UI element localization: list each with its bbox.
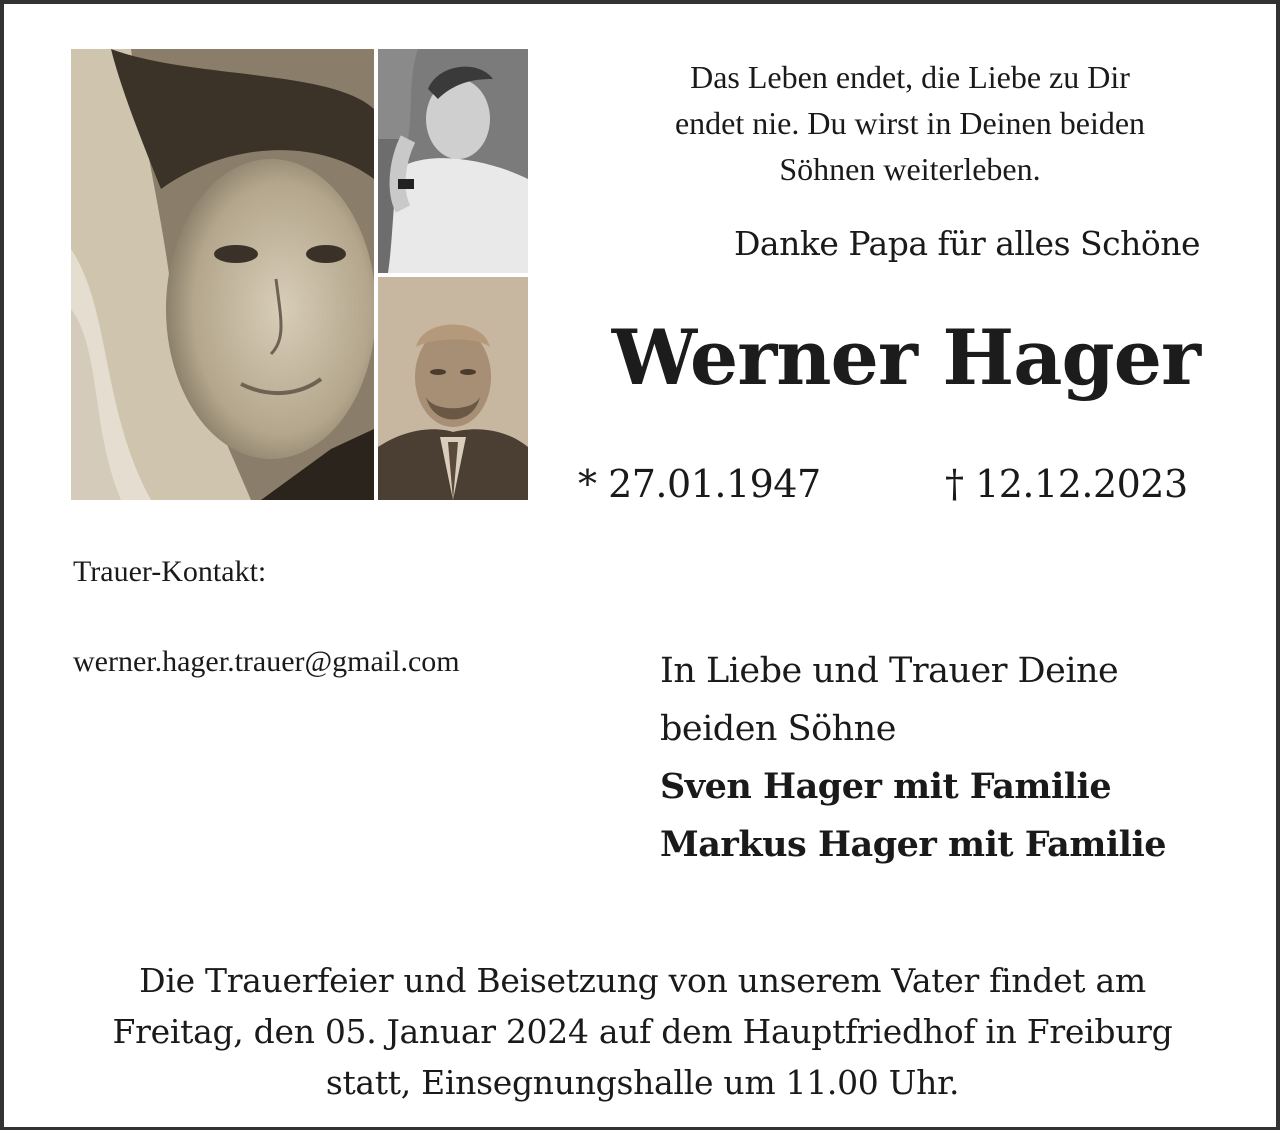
portrait-black-white-photo	[378, 49, 528, 273]
mourner-name: Sven Hager mit Familie	[660, 766, 1112, 807]
contact-label: Trauer-Kontakt:	[73, 555, 267, 588]
deceased-name: Werner Hager	[611, 313, 1200, 402]
quote-line: Das Leben endet, die Liebe zu Dir	[690, 59, 1130, 95]
funeral-line: Die Trauerfeier und Beisetzung von unserem Vater findet am	[139, 961, 1146, 1000]
funeral-notice	[60, 955, 1225, 1108]
quote-line: Söhnen weiterleben.	[779, 151, 1041, 187]
thanks-line: Danke Papa für alles Schöne	[733, 224, 1200, 263]
contact-email: werner.hager.trauer@gmail.com	[73, 645, 460, 678]
mourner-name: Markus Hager mit Familie	[660, 824, 1167, 865]
death-date: † 12.12.2023	[945, 462, 1188, 506]
birth-date: * 27.01.1947	[578, 462, 821, 506]
memorial-quote	[600, 54, 1220, 192]
funeral-line: statt, Einsegnungshalle um 11.00 Uhr.	[325, 1063, 960, 1102]
quote-line: endet nie. Du wirst in Deinen beiden	[674, 105, 1146, 141]
portrait-young-photo	[71, 49, 374, 500]
portrait-older-photo	[378, 277, 528, 500]
mourners-intro: beiden Söhne	[660, 709, 896, 749]
funeral-line: Freitag, den 05. Januar 2024 auf dem Hauptfriedhof in Freiburg	[112, 1012, 1173, 1051]
mourners-intro: In Liebe und Trauer Deine	[660, 651, 1119, 691]
mourners-block	[660, 642, 1260, 874]
